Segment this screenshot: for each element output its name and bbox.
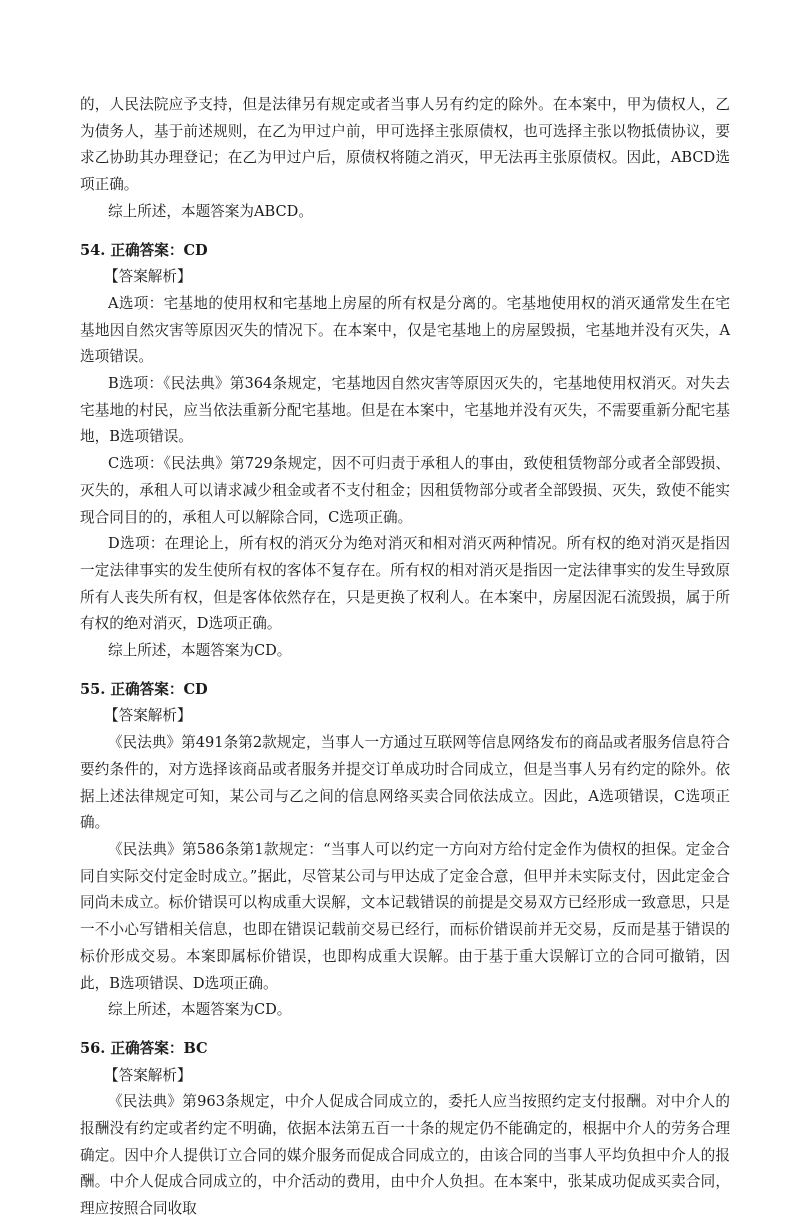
q53-summary: 综上所述，本题答案为ABCD。 <box>108 202 313 220</box>
q54-option-a: A选项：宅基地的使用权和宅基地上房屋的所有权是分离的。宅基地使用权的消灭通常发生在宅基地因自然灾害等原因灭失的情况下。在本案中，仅是宅基地上的房屋毁损，宅基地并没有灭失，A选项错误。 <box>80 294 730 366</box>
document-page <box>80 92 730 1223</box>
q56-analysis-tag: 【答案解析】 <box>104 1066 192 1084</box>
q55-paragraph-2: 《民法典》第586条第1款规定：“当事人可以约定一方向对方给付定金作为债权的担保。定金合同自实际交付定金时成立。”据此，尽管某公司与甲达成了定金合意，但甲并未实际支付，因此定金合同尚未成立。标价错误可以构成重大误解，文本记载错误的前提是交易双方已经形成一致意思，只是一不小心写错相关信息，也即在错误记载前交易已经行，而标价错误前并无交易，反而是基于错误的标价形成交易。本案即属标价错误，也即构成重大误解。由于基于重大误解订立的合同可撤销，因此，B选项错误、D选项正确。 <box>80 840 730 992</box>
q54-option-d: D选项：在理论上，所有权的消灭分为绝对消灭和相对消灭两种情况。所有权的绝对消灭是指因一定法律事实的发生使所有权的客体不复存在。所有权的相对消灭是指因一定法律事实的发生导致原所有人丧失所有权，但是客体依然存在，只是更换了权利人。在本案中，房屋因泥石流毁损，属于所有权的绝对消灭，D选项正确。 <box>80 535 730 633</box>
q56-paragraph-1: 《民法典》第963条规定，中介人促成合同成立的，委托人应当按照约定支付报酬。对中介人的报酬没有约定或者约定不明确，依据本法第五百一十条的规定仍不能确定的，根据中介人的劳务合理确定。因中介人提供订立合同的媒介服务而促成合同成立的，由该合同的当事人平均负担中介人的报酬。中介人促成合同成立的，中介活动的费用，由中介人负担。在本案中，张某成功促成买卖合同，理应按照合同收取 <box>80 1093 730 1218</box>
q55-heading: 55. 正确答案：CD <box>80 680 208 698</box>
q55-paragraph-1: 《民法典》第491条第2款规定，当事人一方通过互联网等信息网络发布的商品或者服务信息符合要约条件的，对方选择该商品或者服务并提交订单成功时合同成立，但是当事人另有约定的除外。依据上述法律规定可知，某公司与乙之间的信息网络买卖合同依法成立。因此，A选项错误，C选项正确。 <box>80 734 730 832</box>
q55-summary: 综上所述，本题答案为CD。 <box>108 1001 292 1019</box>
continuation-paragraph: 的，人民法院应予支持，但是法律另有规定或者当事人另有约定的除外。在本案中，甲为债权人，乙为债务人，基于前述规则，在乙为甲过户前，甲可选择主张原债权，也可选择主张以物抵债协议，要求乙协助其办理登记；在乙为甲过户后，原债权将随之消灭，甲无法再主张原债权。因此，ABCD选项正确。 <box>80 96 730 194</box>
q56-heading: 56. 正确答案：BC <box>80 1039 208 1057</box>
q54-option-c: C选项：《民法典》第729条规定，因不可归责于承租人的事由，致使租赁物部分或者全部毁损、灭失的，承租人可以请求减少租金或者不支付租金；因租赁物部分或者全部毁损、灭失，致使不能实现合同目的的，承租人可以解除合同，C选项正确。 <box>80 455 730 526</box>
q55-analysis-tag: 【答案解析】 <box>104 707 192 725</box>
q54-summary: 综上所述，本题答案为CD。 <box>108 642 292 660</box>
q54-analysis-tag: 【答案解析】 <box>104 268 192 286</box>
q54-heading: 54. 正确答案：CD <box>80 241 208 259</box>
q54-option-b: B选项：《民法典》第364条规定，宅基地因自然灾害等原因灭失的，宅基地使用权消灭。对失去宅基地的村民，应当依法重新分配宅基地。但是在本案中，宅基地并没有灭失，不需要重新分配宅基地，B选项错误。 <box>80 375 730 446</box>
